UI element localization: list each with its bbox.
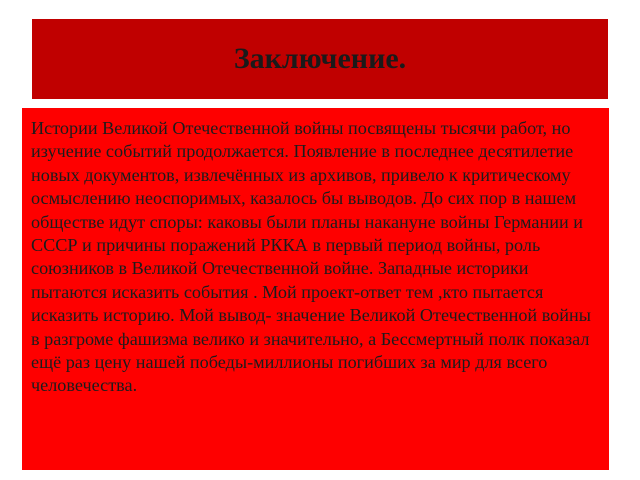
conclusion-paragraph: Истории Великой Отечественной войны посвящены тысячи работ, но изучение событий продолжается. Появление в последнее десятилетие новых документов, извлечённых из архивов, привело к критическому осмыслению неоспоримых, казалось бы выводов. До сих пор в нашем обществе идут споры: каковы были планы накануне войны Германии и СССР и причины поражений РККА в первый период войны, роль союзников в Великой Отечественной войне. Западные историки пытаются исказить события . Мой проект-ответ тем ,кто пытается исказить историю. Мой вывод- значение Великой Отечественной войны в разгроме фашизма велико и значительно, а Бессмертный полк показал ещё раз цену нашей победы-миллионы погибших за мир для всего человечества. [31,118,591,396]
title-banner [32,19,608,99]
slide-title: Заключение. [233,42,407,75]
content-box [22,108,609,470]
